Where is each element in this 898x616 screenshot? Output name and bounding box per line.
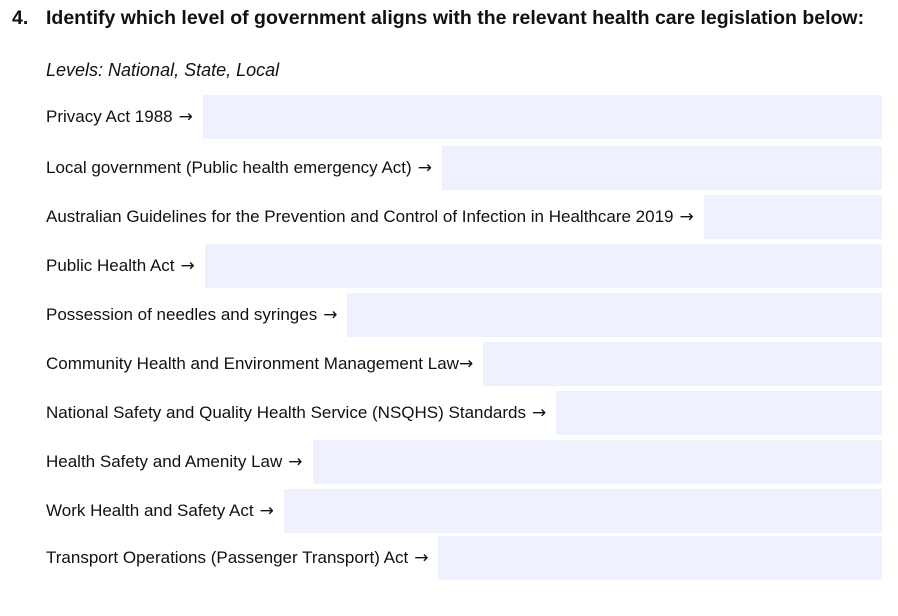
legislation-row-transport-operations-act bbox=[46, 536, 882, 580]
answer-field[interactable] bbox=[284, 489, 882, 533]
legislation-label: Possession of needles and syringes bbox=[46, 305, 318, 324]
legislation-label: Public Health Act bbox=[46, 256, 175, 275]
right-arrow-icon: → bbox=[458, 354, 474, 374]
legislation-label: Health Safety and Amenity Law bbox=[46, 452, 283, 471]
question-text: Identify which level of government aligns with the relevant health care legislation below: bbox=[46, 7, 865, 29]
legislation-label: Transport Operations (Passenger Transport) Act bbox=[46, 548, 409, 567]
right-arrow-icon: → bbox=[180, 256, 195, 276]
answer-field[interactable] bbox=[205, 244, 882, 288]
legislation-row-infection-control-guidelines bbox=[46, 195, 882, 239]
right-arrow-icon: → bbox=[532, 403, 547, 423]
answer-field[interactable] bbox=[704, 195, 882, 239]
legislation-label: Australian Guidelines for the Prevention and Control of Infection in Healthcare 2019 bbox=[46, 207, 674, 226]
answer-field[interactable] bbox=[483, 342, 882, 386]
legislation-row-work-health-safety-act bbox=[46, 489, 882, 533]
answer-field[interactable] bbox=[438, 536, 882, 580]
legislation-row-public-health-emergency-act bbox=[46, 146, 882, 190]
right-arrow-icon: → bbox=[323, 305, 338, 325]
legislation-row-nsqhs-standards bbox=[46, 391, 882, 435]
right-arrow-icon: → bbox=[178, 107, 193, 127]
legislation-row-privacy-act bbox=[46, 95, 882, 139]
right-arrow-icon: → bbox=[414, 548, 429, 568]
right-arrow-icon: → bbox=[288, 452, 303, 472]
answer-field[interactable] bbox=[203, 95, 882, 139]
legislation-label: Community Health and Environment Management Law bbox=[46, 354, 459, 373]
legislation-row-public-health-act bbox=[46, 244, 882, 288]
right-arrow-icon: → bbox=[417, 158, 432, 178]
answer-field[interactable] bbox=[347, 293, 882, 337]
legislation-label: Privacy Act 1988 bbox=[46, 107, 173, 126]
answer-field[interactable] bbox=[556, 391, 882, 435]
right-arrow-icon: → bbox=[259, 501, 274, 521]
legislation-label: Local government (Public health emergency Act) bbox=[46, 158, 412, 177]
right-arrow-icon: → bbox=[679, 207, 694, 227]
question-heading bbox=[12, 4, 892, 32]
answer-field[interactable] bbox=[442, 146, 882, 190]
legislation-row-community-health-law bbox=[46, 342, 882, 386]
legislation-label: National Safety and Quality Health Service (NSQHS) Standards bbox=[46, 403, 527, 422]
legislation-row-health-safety-amenity-law bbox=[46, 440, 882, 484]
legislation-row-needles-and-syringes bbox=[46, 293, 882, 337]
question-number: 4. bbox=[12, 7, 29, 29]
levels-instruction: Levels: National, State, Local bbox=[46, 60, 280, 80]
legislation-label: Work Health and Safety Act bbox=[46, 501, 254, 520]
answer-field[interactable] bbox=[313, 440, 883, 484]
